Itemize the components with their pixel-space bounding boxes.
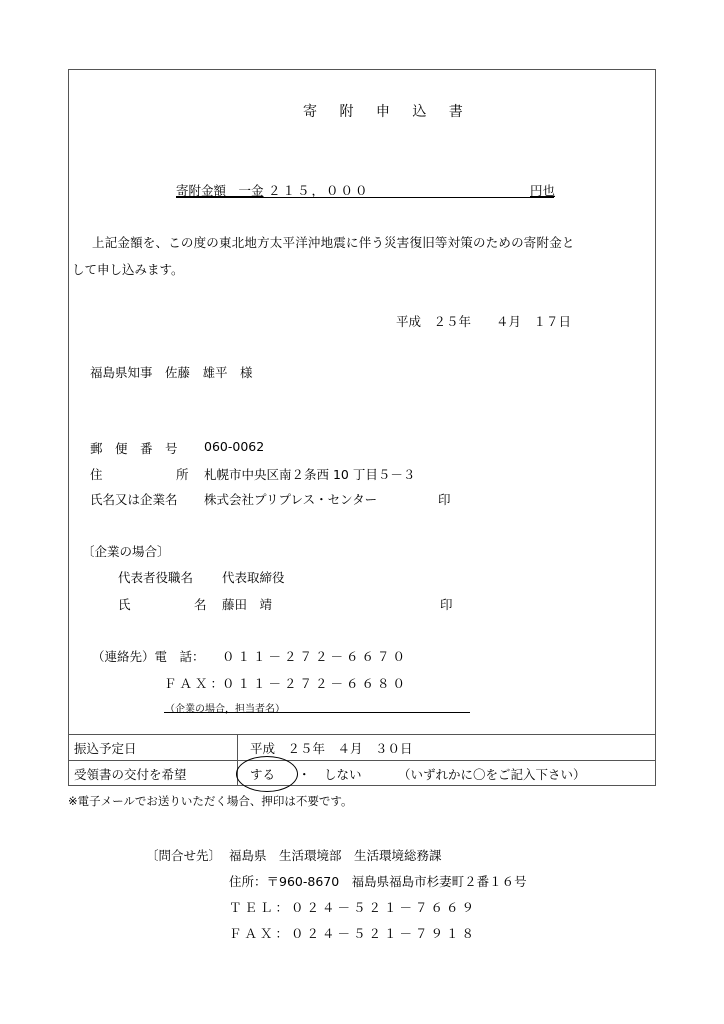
address-label-first: 住 bbox=[90, 467, 103, 482]
amount-label: 寄附金額 一金 bbox=[176, 183, 264, 198]
contact-person-note: （企業の場合，担当者名） bbox=[165, 704, 285, 715]
address-label-second: 所 bbox=[176, 467, 189, 482]
footnote: ※電子メールでお送りいただく場合、押印は不要です。 bbox=[68, 794, 353, 808]
receipt-option-note: （いずれかに〇をご記入下さい） bbox=[398, 767, 586, 782]
rep-title-label: 代表者役職名 bbox=[118, 570, 194, 585]
contact-tel-label: （連絡先）電 話： bbox=[92, 649, 205, 664]
rep-title-value: 代表取締役 bbox=[222, 570, 285, 585]
inquiry-address: 住所：〒960-8670 福島県福島市杉妻町２番１６号 bbox=[229, 874, 527, 889]
rep-name-label-second: 名 bbox=[194, 597, 207, 612]
contact-fax-label: ＦＡＸ： bbox=[164, 676, 227, 691]
name-label: 氏名又は企業名 bbox=[90, 492, 178, 507]
rep-name-label-first: 氏 bbox=[118, 597, 131, 612]
name-value: 株式会社プリプレス・センター bbox=[204, 492, 378, 507]
inquiry-tel: ＴＥＬ：０２４－５２１－７６６９ bbox=[229, 900, 478, 915]
amount-value: ２１５，０００ bbox=[268, 183, 370, 198]
rep-name-value: 藤田 靖 bbox=[222, 597, 273, 612]
receipt-request-label: 受領書の交付を希望 bbox=[74, 767, 187, 782]
contact-fax-value: ０１１－２７２－６６８０ bbox=[222, 676, 409, 691]
application-date: 平成 ２５年 ４月 １７日 bbox=[396, 314, 572, 329]
inquiry-department: 福島県 生活環境部 生活環境総務課 bbox=[229, 848, 442, 863]
receipt-option-no: しない bbox=[324, 767, 362, 782]
inquiry-fax: ＦＡＸ：０２４－５２１－７９１８ bbox=[229, 926, 478, 941]
postal-code-label: 郵 便 番 号 bbox=[90, 441, 178, 456]
corporate-header: 〔企業の場合〕 bbox=[82, 544, 170, 559]
amount-unit: 円也 bbox=[530, 183, 556, 198]
receipt-option-yes: する bbox=[250, 767, 276, 782]
inquiry-label: 〔問合せ先〕 bbox=[146, 848, 222, 863]
receipt-option-separator: ・ bbox=[298, 767, 311, 782]
rep-seal-mark: 印 bbox=[440, 597, 453, 612]
body-text-line1: 上記金額を、この度の東北地方太平洋沖地震に伴う災害復旧等対策のための寄附金と bbox=[92, 235, 575, 250]
table-middle-border bbox=[68, 760, 656, 761]
addressee: 福島県知事 佐藤 雄平 様 bbox=[90, 365, 253, 380]
applicant-seal-mark: 印 bbox=[438, 492, 451, 507]
table-top-border bbox=[68, 734, 656, 735]
address-value: 札幌市中央区南２条西 10 丁目５－３ bbox=[204, 467, 416, 482]
transfer-date-label: 振込予定日 bbox=[74, 741, 137, 756]
form-title: 寄 附 申 込 書 bbox=[303, 104, 472, 120]
amount-underline bbox=[176, 197, 554, 198]
contact-tel-value: ０１１－２７２－６６７０ bbox=[222, 649, 409, 664]
body-text-line2: して申し込みます。 bbox=[72, 262, 184, 277]
postal-code-value: 060-0062 bbox=[204, 439, 265, 454]
transfer-date-value: 平成 ２５年 ４月 ３０日 bbox=[250, 741, 413, 756]
contact-person-line bbox=[164, 712, 470, 713]
